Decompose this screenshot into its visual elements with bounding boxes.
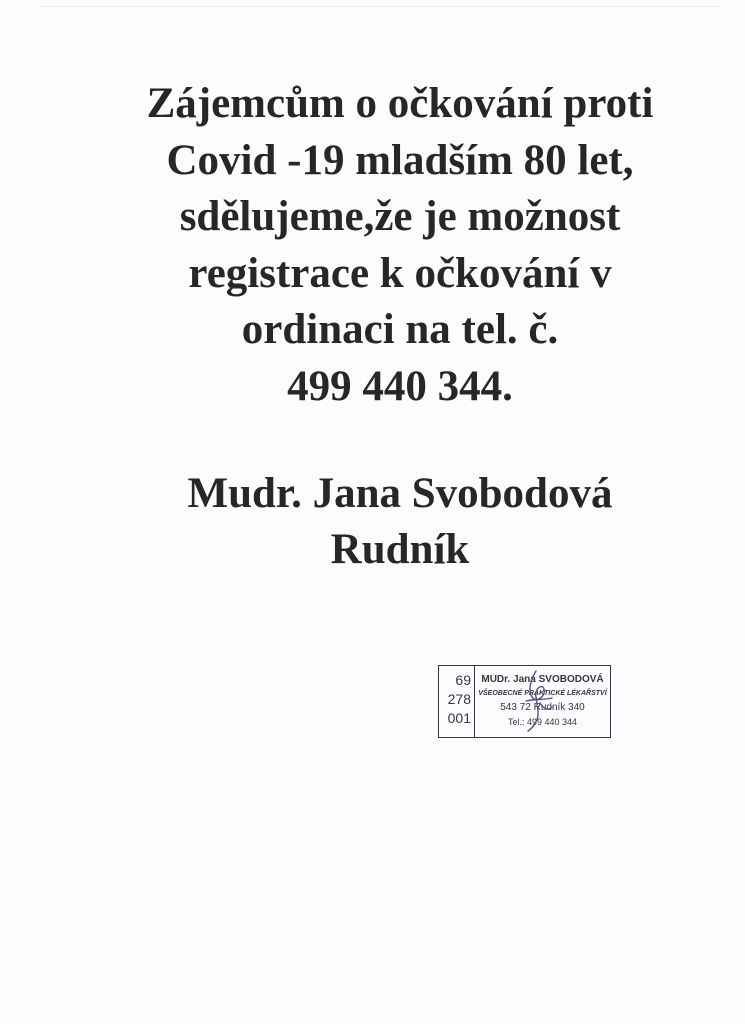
notice-line: registrace k očkování v [188,249,612,297]
doctor-stamp [438,665,611,738]
stamp-code [439,666,475,737]
stamp-doctor-name: MUDr. Jana SVOBODOVÁ [481,674,604,685]
stamp-code-line: 69 [455,672,471,688]
signature-block [100,466,700,578]
stamp-body [475,666,610,737]
notice-line: ordinaci na tel. č. [241,306,559,353]
notice-line: Covid -19 mladším 80 let, [166,136,634,184]
notice-line: Zájemcům o očkování proti [146,80,654,127]
doctor-name: Mudr. Jana Svobodová [187,470,613,517]
stamp-code-line: 278 [447,691,471,707]
scan-edge [40,6,720,7]
practice-location: Rudník [330,526,470,573]
stamp-specialty: VŠEOBECNÉ PRAKTICKÉ LÉKAŘSTVÍ [478,690,607,697]
phone-number: 499 440 344. [287,362,513,410]
stamp-address: 543 72 Rudník 340 [500,702,585,713]
stamp-code-line: 001 [447,710,471,726]
stamp-phone: Tel.: 499 440 344 [507,717,578,727]
notice-line: sdělujeme,že je možnost [179,193,621,240]
vaccination-notice [100,76,700,415]
